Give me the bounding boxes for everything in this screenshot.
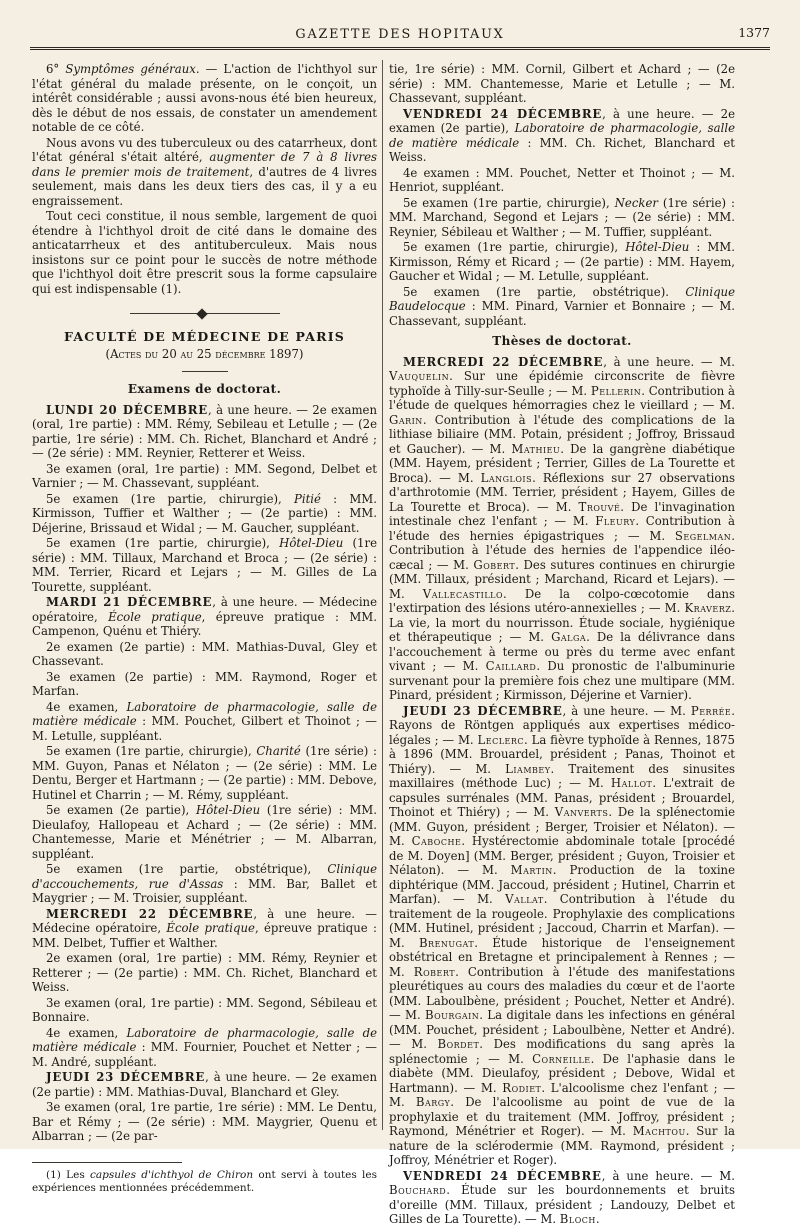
text: : MM. Bar, Ballet et Maygrier ; — M. Troisier, suppléant. <box>32 876 377 905</box>
text: , à une heure. — M. <box>603 354 735 369</box>
text: 5e examen (2e partie), <box>46 803 197 817</box>
text: , épreuve pratique : MM. Campenon, Quénu et Thiéry. <box>32 609 377 638</box>
italic-text: Laboratoire de pharmacologie, salle de matière médicale <box>389 121 735 150</box>
text: . Des sutures continues en chirurgie (MM. Tillaux, président ; Marchand, Ricard et Lejars). — M. <box>389 557 735 601</box>
text: 3e examen (oral, 1re partie) : MM. Segond, Sébileau et Bonnaire. <box>32 995 377 1024</box>
paragraph <box>32 492 377 536</box>
date-heading: JEUDI 23 DÉCEMBRE <box>46 1070 206 1084</box>
text: . L'extrait de capsules surrénales (MM. Panas, président ; Brouardel, Thoinot et Thiéry) ; — M. <box>389 776 735 819</box>
text: : MM. Pouchet, Gilbert et Thoinot ; — M. Letulle, suppléant. <box>32 714 377 743</box>
text: . — L'action de l'ichthyol sur l'état général du malade présente, on le conçoit, un intérêt considérable ; aussi avons-nous été bien heureux, dès le début de nos essais, de constater un amendement notable de ce côté. <box>32 62 377 134</box>
text: . La digitale dans les infections en général (MM. Pouchet, président ; Laboulbène, Netter et André). — M. <box>389 1008 735 1051</box>
italic-text: Hôtel-Dieu <box>625 240 690 254</box>
text: . De la gangrène diabétique (MM. Hayem, président ; Terrier, Gilles de La Tourette et Broca). — M. <box>389 441 736 485</box>
paragraph <box>389 240 735 284</box>
candidate-name: Fleury <box>595 514 636 528</box>
candidate-name: Brenugat <box>418 935 475 950</box>
text: . Étude historique de l'enseignement obstétrical en Bretagne et principalement à Rennes ; — M. <box>389 935 735 979</box>
italic-text: Clinique d'accouchements, rue d'Assas <box>32 862 377 891</box>
paragraph <box>32 907 377 951</box>
text: . Contribution à l'étude des complications de la lithiase biliaire (MM. Potain, président ; Joffroy, Brissaud et Gaucher). — M. <box>389 412 735 456</box>
text: . Contribution à l'étude de quelques hémorragies chez le vieillard ; — M. <box>389 383 735 412</box>
paragraph <box>32 536 377 594</box>
candidate-name: Segelman <box>674 528 732 543</box>
candidate-name: Corneille <box>532 1051 591 1066</box>
text: tie, 1re série) : MM. Cornil, Gilbert et Achard ; — (2e série) : MM. Chantemesse, Marie et Letulle ; — M. Chassevant, suppléant. <box>389 62 735 105</box>
candidate-name: Perrée <box>690 703 732 718</box>
text: . Du pronostic de l'albuminurie survenant pour la première fois chez une multipare (MM. Pinard, président ; Kirmisson, Déjerine et Varnier). <box>389 659 735 702</box>
candidate-name: Bourgain <box>425 1008 480 1022</box>
paragraph <box>32 996 377 1025</box>
text: : MM. Pinard, Varnier et Bonnaire ; — M. Chassevant, suppléant. <box>389 299 735 328</box>
text: 4e examen : MM. Pouchet, Netter et Thoinot ; — M. Henriot, suppléant. <box>389 165 735 194</box>
text: , à une heure. — 2e examen (oral, 1re partie) : MM. Rémy, Sebileau et Letulle ; — (2e partie, 1re série) : MM. Ch. Richet, Blanchard et André ; — (2e série) : MM. Reynier, Retterer et Weiss. <box>32 402 377 460</box>
candidate-name: Vallat <box>505 892 544 906</box>
text: : MM. Ch. Richet, Blanchard et Weiss. <box>389 135 735 164</box>
text: . Étude sur les bourdonnements et bruits d'oreille (MM. Tillaux, président ; Landouzy, Delbet et Gilles de La Tourette). — M. <box>389 1183 735 1226</box>
text: . Hystérectomie abdominale totale [procédé de M. Doyen] (MM. Berger, président ; Guyon, Troisier et Nélaton). — M. <box>389 834 735 877</box>
date-heading: JEUDI 23 DÉCEMBRE <box>403 703 563 718</box>
candidate-name: Bouchard <box>389 1183 447 1197</box>
ichthyol-article <box>32 62 377 296</box>
candidate-name: Vallecastillo <box>422 586 504 601</box>
paragraph <box>32 1070 377 1099</box>
text: , épreuve pratique : MM. Delbet, Tuffier et Walther. <box>32 921 377 950</box>
italic-text: Laboratoire de pharmacologie, salle de matière médicale <box>32 699 377 728</box>
paragraph <box>389 285 735 329</box>
text: . Contribution à l'étude du traitement de la rougeole. Prophylaxie des complications (MM. Hutinel, président ; Jaccoud, Charrin et Marfan). — M. <box>389 892 735 950</box>
faculty-title: FACULTÉ DE MÉDECINE DE PARIS <box>64 329 345 344</box>
paragraph <box>32 462 377 491</box>
text: . De l'invagination intestinale chez l'enfant ; — M. <box>389 499 735 528</box>
text: . De l'aphasie dans le diabète (MM. Dieulafoy, président ; Debove, Widal et Hartmann). — M. <box>389 1051 735 1095</box>
candidate-name: Vauquelin <box>389 369 450 383</box>
page-number: 1377 <box>738 25 770 40</box>
candidate-name: Trouvé <box>578 499 621 514</box>
date-heading: VENDREDI 24 DÉCEMBRE <box>403 1168 602 1183</box>
text: 6° <box>46 62 66 76</box>
text: , à une heure. — 2e examen (2e partie), <box>389 106 735 135</box>
faculty-subtitle: (Actes du 20 au 25 décembre 1897) <box>105 346 304 361</box>
column-divider <box>382 60 383 1130</box>
text: : MM. Kirmisson, Rémy et Ricard ; — (2e partie) : MM. Hayem, Gaucher et Widal ; — M. Letulle, suppléant. <box>389 240 735 283</box>
paragraph <box>32 862 377 906</box>
paragraph <box>32 1026 377 1070</box>
text: . De la colpo-cœcotomie dans l'extirpation des lésions utéro-annexielles ; — M. <box>389 586 735 615</box>
text: . La vie, la mort du nourrisson. Étude sociale, hygiénique et thérapeutique ; — M. <box>389 601 735 644</box>
footnote-rule <box>32 1162 182 1163</box>
text: . Contribution à l'étude des manifestations pleurétiques au cours des maladies du cœur et de l'aorte (MM. Laboulbène, président ; Pouchet, Netter et André). — M. <box>389 964 735 1022</box>
paragraph <box>32 62 377 135</box>
text: 4e examen, <box>46 1025 127 1040</box>
candidate-name: Pellerin <box>590 383 642 398</box>
paragraph <box>32 209 377 296</box>
paragraph <box>32 403 377 461</box>
candidate-name: Hallot <box>610 776 653 790</box>
paragraph <box>32 1169 377 1195</box>
header-rule <box>30 47 770 50</box>
text: : MM. Fournier, Pouchet et Netter ; — M. André, suppléant. <box>32 1040 377 1069</box>
exam-schedule <box>32 403 377 1144</box>
text: , à une heure. — Médecine opératoire, <box>32 906 377 935</box>
section-heading-exams: Examens de doctorat. <box>127 382 282 396</box>
italic-text: Charité <box>256 744 301 758</box>
date-heading: MERCREDI 22 DÉCEMBRE <box>46 906 254 921</box>
paragraph <box>389 704 735 1168</box>
text: ont servi à toutes les expériences mentionnées précédemment. <box>32 1168 378 1194</box>
text: 5e examen (1re partie, chirurgie), <box>46 491 294 506</box>
text: . Contribution à l'étude des hernies de l'appendice iléo-cæcal ; — M. <box>389 528 735 572</box>
text: (1) Les <box>46 1168 90 1181</box>
text: (1re série) : MM. Guyon, Panas et Nélaton ; — (2e série) : MM. Le Dentu, Berger et Hartmann ; — (2e partie) : MM. Debove, Hutinel et Charrin ; — M. Rémy, suppléant. <box>32 744 377 802</box>
text: 5e examen (1re partie, chirurgie), <box>46 536 280 550</box>
text: , à une heure. — M. <box>562 703 691 718</box>
italic-text: capsules d'ichthyol de Chiron <box>89 1168 254 1181</box>
candidate-name: Caboche <box>411 834 462 848</box>
candidate-name: Martin <box>510 863 553 877</box>
paragraph <box>32 951 377 995</box>
text: . Des modifications du sang après la splénectomie ; — M. <box>389 1037 735 1066</box>
text: . Production de la toxine diphtérique (MM. Jaccoud, président ; Hutinel, Charrin et Marfan). — M. <box>389 863 735 906</box>
text: (1re série) : MM. Marchand, Segond et Lejars ; — (2e série) : MM. Reynier, Sébileau et Walther ; — M. Tuffier, suppléant. <box>389 195 735 239</box>
exam-schedule-continued <box>389 62 735 328</box>
section-heading-theses: Thèses de doctorat. <box>492 334 632 348</box>
candidate-name: Bargy <box>415 1095 451 1109</box>
paragraph <box>32 700 377 744</box>
paragraph <box>32 803 377 861</box>
text: 2e examen (2e partie) : MM. Mathias-Duval, Gley et Chassevant. <box>32 639 377 668</box>
italic-text: Necker <box>614 195 658 210</box>
text: . L'alcoolisme chez l'enfant ; — M. <box>389 1080 735 1109</box>
paragraph <box>389 62 735 106</box>
paragraph <box>32 640 377 669</box>
text: 5e examen (1re partie, obstétrique), <box>46 862 328 876</box>
italic-text: augmenter de 7 à 8 livres dans le premier mois de traitement <box>32 150 377 179</box>
text: . <box>595 1212 600 1226</box>
italic-text: Laboratoire de pharmacologie, salle de matière médicale <box>32 1025 377 1054</box>
text: 3e examen (oral, 1re partie, 1re série) : MM. Le Dentu, Bar et Rémy ; — (2e série) : MM. Maygrier, Quenu et Albarran ; — (2e par- <box>32 1100 377 1143</box>
text: (1re série) : MM. Dieulafoy, Hallopeau et Achard ; — (2e série) : MM. Chantemesse, Marie et Ménétrier ; — M. Albarran, suppléant. <box>32 803 377 861</box>
text: . La fièvre typhoïde à Rennes, 1875 à 1896 (MM. Brouardel, président ; Panas, Thoinot et Thiéry). — M. <box>389 732 735 776</box>
text: . Sur une épidémie circonscrite de fièvre typhoïde à Tilly-sur-Seulle ; — M. <box>389 369 735 398</box>
text: . Traitement des sinusites maxillaires (méthode Luc) ; — M. <box>389 761 735 790</box>
left-column <box>32 62 377 1196</box>
text: 5e examen (1re partie, chirurgie), <box>403 195 615 210</box>
theses-list <box>389 355 735 1227</box>
candidate-name: Kraverz <box>684 601 732 615</box>
text: . De l'alcoolisme au point de vue de la prophylaxie et du traitement (MM. Joffroy, président ; Raymond, Ménétrier et Roger). — M. <box>389 1095 736 1138</box>
date-heading: MERCREDI 22 DÉCEMBRE <box>403 354 604 369</box>
date-heading: VENDREDI 24 DÉCEMBRE <box>403 106 603 121</box>
candidate-name: Bloch <box>559 1212 596 1226</box>
right-column <box>389 62 735 1228</box>
candidate-name: Gobert <box>473 557 516 572</box>
candidate-name: Rodiet <box>502 1080 542 1095</box>
candidate-name: Leclerc <box>477 732 525 747</box>
paragraph <box>389 355 735 703</box>
text: , d'autres de 4 livres seulement, mais dans les deux tiers des cas, il y a eu engraissement. <box>32 164 377 208</box>
date-heading: MARDI 21 DÉCEMBRE <box>46 595 213 609</box>
text: Nous avons vu des tuberculeux ou des catarrheux, dont l'état général s'était altéré, <box>32 135 377 164</box>
text: . Sur la nature de la sclérodermie (MM. Raymond, président ; Joffroy, Ménétrier et Roger). <box>389 1124 735 1167</box>
date-heading: LUNDI 20 DÉCEMBRE <box>46 402 209 417</box>
text: 2e examen (oral, 1re partie) : MM. Rémy, Reynier et Retterer ; — (2e partie) : MM. Ch. Richet, Blanchard et Weiss. <box>32 951 377 994</box>
text: , à une heure. — M. <box>601 1168 735 1183</box>
paragraph <box>389 196 735 240</box>
footnote <box>32 1169 377 1195</box>
text: , à une heure. — 2e examen (2e partie) : MM. Mathias-Duval, Blanchard et Gley. <box>32 1070 377 1099</box>
text: 5e examen (1re partie, chirurgie), <box>46 744 257 758</box>
candidate-name: Langlois <box>480 470 533 485</box>
candidate-name: Galga <box>551 630 587 644</box>
paragraph <box>32 1100 377 1144</box>
paragraph <box>32 744 377 802</box>
candidate-name: Vanverts <box>554 805 609 819</box>
text: . Rayons de Röntgen appliqués aux expertises médico-légales ; — M. <box>389 703 735 747</box>
candidate-name: Caillard <box>485 659 537 673</box>
text: Tout ceci constitue, il nous semble, largement de quoi étendre à l'ichthyol droit de cité dans le domaine des anticatarrheux et des antituberculeux. Mais nous insistons sur ce point pour le succès de notre méthode que l'ichthyol doit être prescrit sous la forme capsulaire qui est indispensable (1). <box>32 209 377 296</box>
paragraph <box>32 136 377 209</box>
page-header <box>30 26 770 46</box>
candidate-name: Machtou <box>632 1124 686 1138</box>
text: 4e examen, <box>46 699 127 714</box>
paragraph <box>389 1169 735 1227</box>
text: (1re série) : MM. Tillaux, Marchand et Broca ; — (2e série) : MM. Terrier, Ricard et Lejars ; — M. Gilles de La Tourette, suppléant. <box>32 536 377 594</box>
short-rule <box>182 371 228 372</box>
text: : MM. Kirmisson, Tuffier et Walther ; — (2e partie) : MM. Déjerine, Brissaud et Widal ; — M. Gaucher, suppléant. <box>32 491 377 535</box>
paragraph <box>389 166 735 195</box>
italic-text: Hôtel-Dieu <box>279 536 344 550</box>
text: 3e examen (2e partie) : MM. Raymond, Roger et Marfan. <box>32 669 377 698</box>
text: , à une heure. — Médecine opératoire, <box>32 595 377 624</box>
italic-text: Pitié <box>293 491 321 506</box>
candidate-name: Robert <box>413 964 456 979</box>
text: . Contribution à l'étude des hernies épigastriques ; — M. <box>389 514 735 543</box>
paragraph <box>32 670 377 699</box>
journal-title: GAZETTE DES HOPITAUX <box>295 27 505 42</box>
text: . De la délivrance dans l'accouchement à terme ou près du terme avec enfant vivant ; — M. <box>389 630 735 673</box>
italic-text: École pratique <box>108 609 202 624</box>
italic-text: Symptômes généraux <box>65 62 196 76</box>
candidate-name: Bordet <box>437 1037 480 1051</box>
paragraph <box>32 595 377 639</box>
text: . De la splénectomie (MM. Guyon, président ; Berger, Troisier et Nélaton). — M. <box>389 805 735 848</box>
italic-text: Clinique Baudelocque <box>389 284 735 313</box>
italic-text: École pratique <box>166 921 255 935</box>
candidate-name: Garin <box>389 412 423 427</box>
italic-text: Hôtel-Dieu <box>196 803 261 817</box>
text: 5e examen (1re partie, obstétrique). <box>403 284 686 299</box>
candidate-name: Liambey <box>505 761 551 776</box>
paragraph <box>389 107 735 165</box>
text: 3e examen (oral, 1re partie) : MM. Segond, Delbet et Varnier ; — M. Chassevant, suppléant. <box>32 461 377 490</box>
text: 5e examen (1re partie, chirurgie), <box>403 240 626 254</box>
candidate-name: Mathieu <box>511 441 561 456</box>
text: . Réflexions sur 27 observations d'arthrotomie (MM. Terrier, président ; Hayem, Gilles de La Tourette et Broca). — M. <box>389 470 735 514</box>
section-ornament <box>130 310 280 318</box>
